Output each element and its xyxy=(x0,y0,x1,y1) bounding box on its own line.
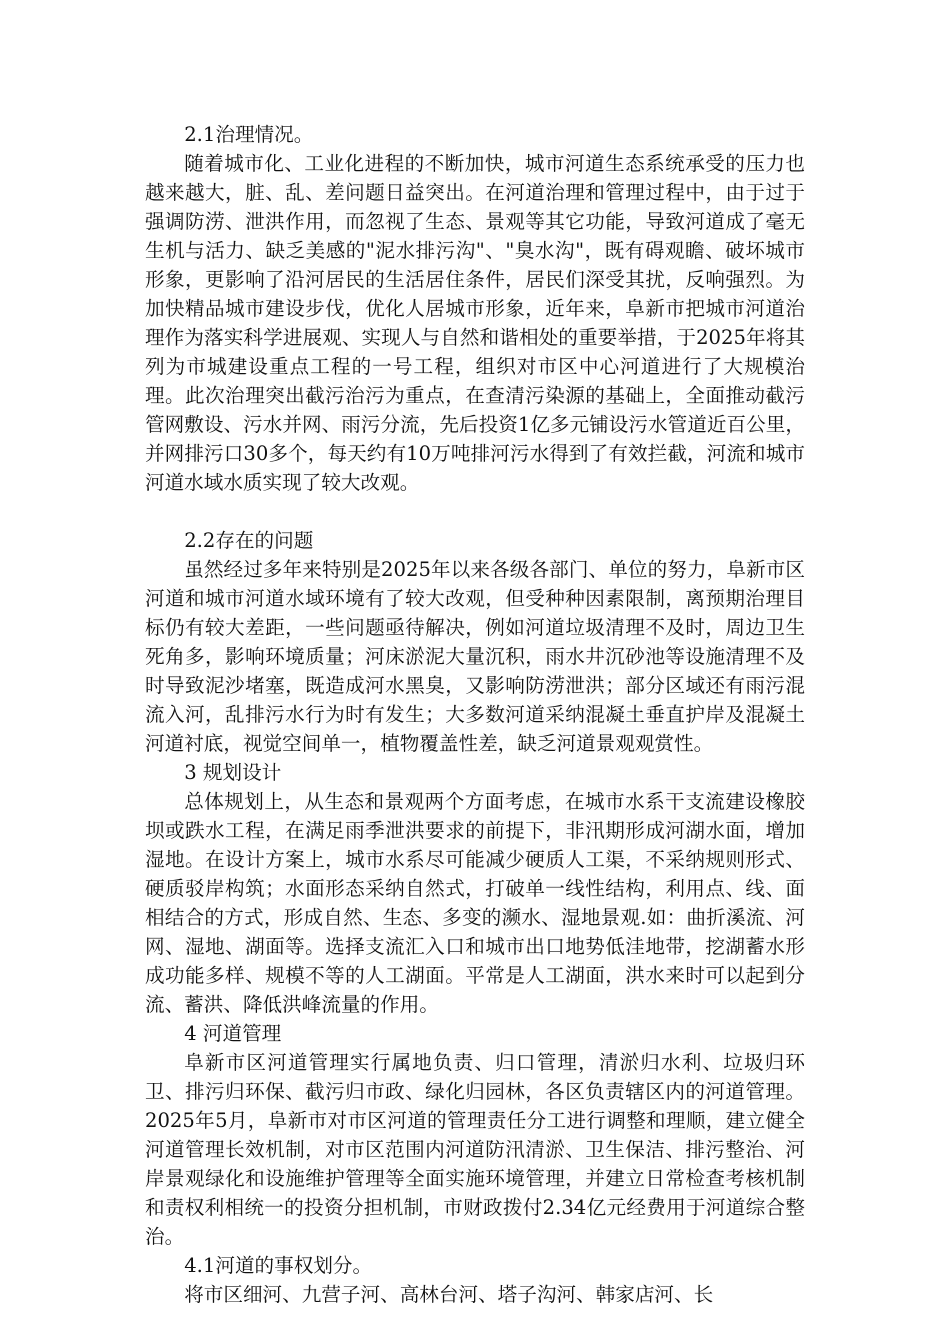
section-2-1-paragraph: 随着城市化、工业化进程的不断加快，城市河道生态系统承受的压力也越来越大，脏、乱、差问题日益突出。在河道治理和管理过程中，由于过于强调防涝、泄洪作用，而忽视了生态、景观等其它功能，导致河道成了毫无生机与活力、缺乏美感的"泥水排污沟"、"臭水沟"，既有碍观瞻、破坏城市形象，更影响了沿河居民的生活居住条件，居民们深受其扰，反响强烈。为加快精品城市建设步伐，优化人居城市形象，近年来，阜新市把城市河道治理作为落实科学进展观、实现人与自然和谐相处的重要举措，于2025年将其列为市城建设重点工程的一号工程，组织对市区中心河道进行了大规模治理。此次治理突出截污治污为重点，在查清污染源的基础上，全面推动截污管网敷设、污水并网、雨污分流，先后投资1亿多元铺设污水管道近百公里，并网排污口30多个，每天约有10万吨排河污水得到了有效拦截，河流和城市河道水域水质实现了较大改观。 xyxy=(145,152,805,494)
document-body xyxy=(145,120,805,1309)
section-4-1-heading: 4.1河道的事权划分。 xyxy=(184,1254,373,1277)
section-2-2-heading: 2.2存在的问题 xyxy=(184,529,314,552)
section-2-1-heading: 2.1治理情况。 xyxy=(184,123,314,146)
section-2-2-paragraph: 虽然经过多年来特别是2025年以来各级各部门、单位的努力，阜新市区河道和城市河道水域环境有了较大改观，但受种种因素限制，离预期治理目标仍有较大差距，一些问题亟待解决，例如河道垃圾清理不及时，周边卫生死角多，影响环境质量；河床淤泥大量沉积，雨水井沉砂池等设施清理不及时导致泥沙堵塞，既造成河水黑臭，又影响防涝泄洪；部分区域还有雨污混流入河，乱排污水行为时有发生；大多数河道采纳混凝土垂直护岸及混凝土河道衬底，视觉空间单一，植物覆盖性差，缺乏河道景观观赏性。 xyxy=(145,558,805,755)
section-3-paragraph: 总体规划上，从生态和景观两个方面考虑，在城市水系干支流建设橡胶坝或跌水工程，在满足雨季泄洪要求的前提下，非汛期形成河湖水面，增加湿地。在设计方案上，城市水系尽可能减少硬质人工渠，不采纳规则形式、硬质驳岸构筑；水面形态采纳自然式，打破单一线性结构，利用点、线、面相结合的方式，形成自然、生态、多变的濒水、湿地景观.如：曲折溪流、河网、湿地、湖面等。选择支流汇入口和城市出口地势低洼地带，挖湖蓄水形成功能多样、规模不等的人工湖面。平常是人工湖面，洪水来时可以起到分流、蓄洪、降低洪峰流量的作用。 xyxy=(145,790,805,1016)
paragraph-spacer xyxy=(145,497,805,526)
section-3-heading: 3 规划设计 xyxy=(184,761,282,784)
section-4-heading: 4 河道管理 xyxy=(184,1022,282,1045)
section-4-1-paragraph: 将市区细河、九营子河、高林台河、塔子沟河、韩家店河、长 xyxy=(184,1283,714,1306)
section-4-paragraph: 阜新市区河道管理实行属地负责、归口管理，清淤归水利、垃圾归环卫、排污归环保、截污归市政、绿化归园林，各区负责辖区内的河道管理。2025年5月，阜新市对市区河道的管理责任分工进行调整和理顺，建立健全河道管理长效机制，对市区范围内河道防汛清淤、卫生保洁、排污整治、河岸景观绿化和设施维护管理等全面实施环境管理，并建立日常检查考核机制和责权利相统一的投资分担机制，市财政拨付2.34亿元经费用于河道综合整治。 xyxy=(145,1051,805,1248)
